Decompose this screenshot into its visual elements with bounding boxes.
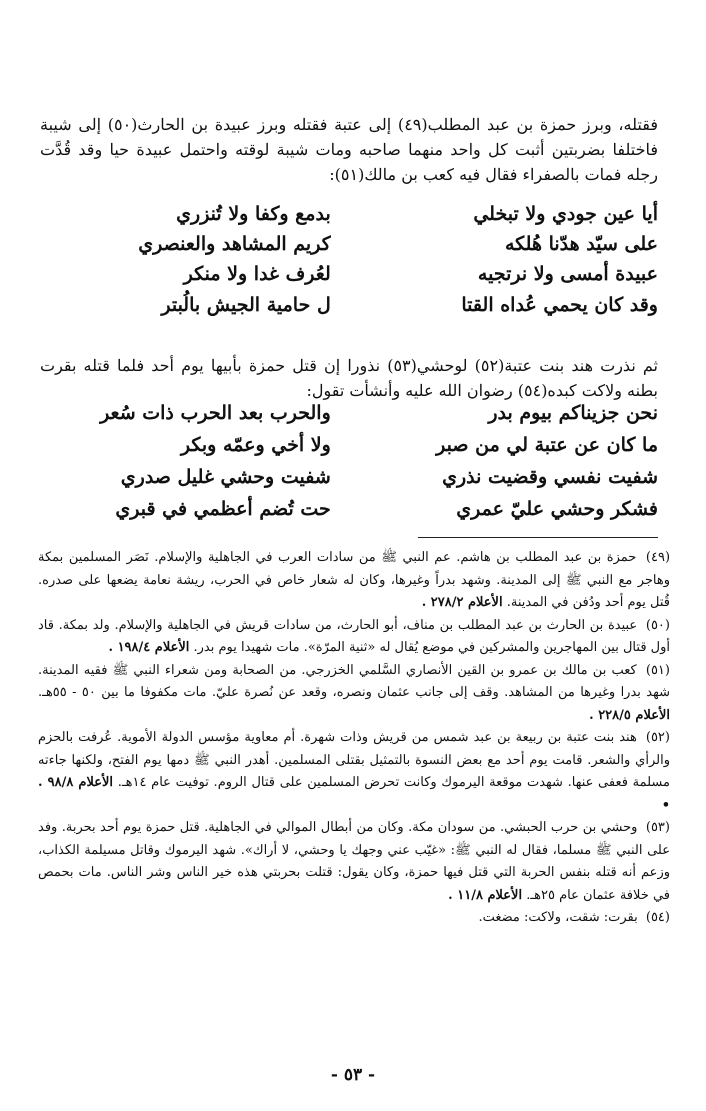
verse-second-hemistich: ل حامية الجيش بالُبتر [161, 294, 331, 316]
footnote-number: (٤٩) [645, 550, 671, 565]
footnotes [38, 547, 670, 930]
footnote [38, 817, 670, 907]
verse-first-hemistich: عبيدة أمسى ولا نرتجيه [477, 263, 658, 285]
verse-first-hemistich: أيا عين جودي ولا تبخلي [473, 203, 658, 225]
verse-second-hemistich: لعُرف غدا ولا منكر [183, 263, 331, 285]
body-paragraph-1: فقتله، وبرز حمزة بن عبد المطلب(٤٩) إلى عتبة فقتله وبرز عبيدة بن الحارث(٥٠) إلى شيبة فاختلفا بضربتين أثبت كل واحد منهما صاحبه ومات شيبة لوقته واحتمل عبيدة حيا وقد قُدَّت رجله فمات بالصفراء فقال فيه كعب بن مالك(٥١): [40, 115, 658, 184]
footnote-reference: الأعلام ٢٢٨/٥ . [589, 707, 670, 723]
verse-line [52, 462, 658, 492]
verse-first-hemistich: نحن جزيناكم بيوم بدر [488, 402, 658, 424]
verse-line [52, 259, 658, 289]
footnote [38, 615, 670, 660]
footnote-text: كعب بن مالك بن عمرو بن القين الأنصاري السَّلمي الخزرجي. من الصحابة ومن شعراء النبي ﷺ فقيه المدينة. شهد بدرا وغيرها من المشاهد. وقف إلى جانب عثمان ونصره، وقعد عن نُصرة عليّ. مات مكفوفا ما بين ٥٠ - ٥٥هـ. [38, 662, 670, 700]
verse-first-hemistich: شفيت نفسي وقضيت نذري [442, 466, 658, 488]
verse-line [52, 430, 658, 460]
verse-line [52, 494, 658, 524]
footnote [38, 547, 670, 615]
footnote-reference: الأعلام ١١/٨ . [448, 887, 523, 903]
footnote-number: (٥٠) [645, 617, 670, 633]
footnote-text: بقرت: شقت، ولاكت: مضغت. [478, 910, 638, 925]
verse-first-hemistich: ما كان عن عتبة لي من صبر [436, 434, 658, 456]
footnote-reference: الأعلام ١٩٨/٤ . [108, 640, 190, 655]
footnote-number: (٥٢) [645, 730, 670, 745]
footnote-number: (٥٣) [645, 820, 670, 835]
verse-line [52, 199, 658, 229]
footnote-number: (٥٤) [645, 910, 670, 925]
page-number: - ٥٣ - [330, 1065, 376, 1085]
verse-line [52, 398, 658, 428]
footnote-text: وحشي بن حرب الحبشي. من سودان مكة. وكان من أبطال الموالي في الجاهلية. قتل حمزة يوم أحد بحربة. وفد على النبي ﷺ مسلما، فقال له النبي ﷺ: «غيّب عني وجهك يا وحشي، لا أراك». شهد اليرموك وقاتل مسيلمة الكذاب، وزعم أنه قتله بنفس الحربة التي قتل فيها حمزة، وكان يقول: قتلت بحربتي هذه خير الناس وشر الناس. مات بحمص في خلافة عثمان عام ٢٥هـ. [38, 820, 670, 903]
body-paragraph-2: ثم نذرت هند بنت عتبة(٥٢) لوحشي(٥٣) نذورا إن قتل حمزة بأبيها يوم أحد فلما قتله بقرت بطنه ولاكت كبده(٥٤) رضوان الله عليه وأنشأت تقول: [40, 356, 658, 400]
verse-second-hemistich: بدمع وكفا ولا تُنزري [176, 203, 331, 225]
verse-second-hemistich: كريم المشاهد والعنصري [138, 233, 331, 255]
footnote [38, 727, 670, 817]
verse-line [52, 229, 658, 259]
footnote-text: حمزة بن عبد المطلب بن هاشم. عم النبي ﷺ من سادات العرب في الجاهلية والإسلام. نَصَر المسلمين بمكة وهاجر مع النبي ﷺ إلى المدينة. وشهد بدراً وغيرها، وكان له شعار خاص في الحرب، ريشة نعامة يضعها على صدره. قُتل يوم أحد ودُفن في المدينة. [38, 550, 670, 610]
verse-first-hemistich: وقد كان يحمي عُداه القتا [461, 294, 658, 316]
verse-first-hemistich: فشكر وحشي عليّ عمري [456, 498, 658, 520]
verse-second-hemistich: والحرب بعد الحرب ذات سُعر [100, 402, 331, 424]
verse-second-hemistich: ولا أخي وعمّه وبكر [180, 434, 331, 456]
verse-second-hemistich: حت تُضم أعظمي في قبري [115, 498, 331, 520]
verse-line [52, 290, 658, 320]
footnote-text: عبيدة بن الحارث بن عبد المطلب بن مناف، أبو الحارث، من سادات قريش في الجاهلية والإسلام. ولد بمكة. قاد أول قتال بين المهاجرين والمشركين في موضع يُقال له «ثنية المرّة». مات شهيدا يوم بدر. [38, 617, 670, 655]
footnote [38, 660, 670, 728]
footnote-text: هند بنت عتبة بن ربيعة بن عبد شمس من قريش وذات شهرة. أم معاوية مؤسس الدولة الأموية. عُرفت بالحزم والرأي والشعر. قامت يوم أحد مع بعض النسوة بالتمثيل بقتلى المسلمين. أهدر النبي ﷺ دمها يوم الفتح، ولكنها جاءته مسلمة فعفى عنها. شهدت موقعة اليرموك وكانت تحرض المسلمين على قتال الروم. توفيت عام ١٤هـ. [38, 730, 670, 790]
verse-second-hemistich: شفيت وحشي غليل صدري [120, 466, 331, 488]
footnote-number: (٥١) [645, 662, 670, 678]
footnote [38, 907, 670, 930]
footnote-reference: الأعلام ٩٨/٨ . • [38, 775, 670, 813]
footnote-divider [418, 537, 658, 538]
footnote-reference: الأعلام ٢٧٨/٢ . [421, 595, 503, 610]
verse-first-hemistich: على سيّد هدّنا هُلكه [505, 233, 658, 255]
